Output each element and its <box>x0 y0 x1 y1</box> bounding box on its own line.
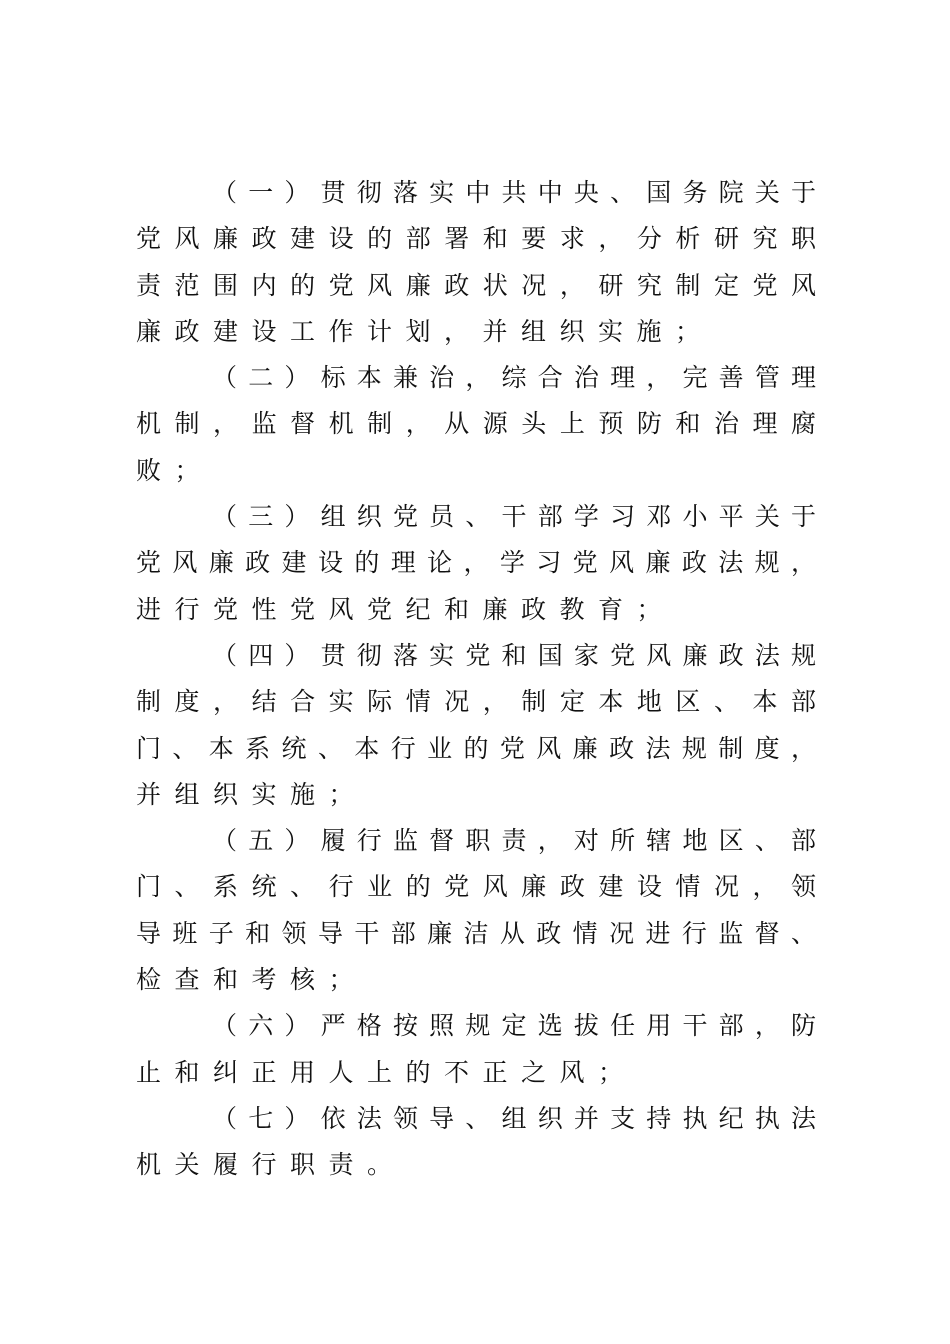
paragraph-line <box>136 679 830 725</box>
line-text: 廉政建设工作计划，并组织实施； <box>136 316 714 346</box>
line-text: （七）依法领导、组织并支持执纪执法 <box>212 1103 828 1133</box>
line-text: 党风廉政建设的部署和要求，分析研究职 <box>136 224 830 254</box>
paragraph-first-line <box>136 355 828 401</box>
paragraph-first-line <box>136 818 828 864</box>
line-text: 门、本系统、本行业的党风廉政法规制度， <box>136 733 828 763</box>
paragraph-line <box>136 957 816 1003</box>
line-text: 制度，结合实际情况，制定本地区、本部 <box>136 687 830 717</box>
paragraph-line <box>136 911 828 957</box>
line-text: （三）组织党员、干部学习邓小平关于 <box>212 502 828 532</box>
line-text: 机关履行职责。 <box>136 1150 406 1180</box>
paragraph-line <box>136 1050 816 1096</box>
document-body <box>136 170 830 1189</box>
paragraph-line <box>136 309 816 355</box>
paragraph-line <box>136 1142 816 1188</box>
paragraph-line <box>136 263 830 309</box>
line-text: （四）贯彻落实党和国家党风廉政法规 <box>212 640 828 670</box>
paragraph-first-line <box>136 633 828 679</box>
line-text: （一）贯彻落实中共中央、国务院关于 <box>212 178 828 207</box>
line-text: 责范围内的党风廉政状况，研究制定党风 <box>136 270 830 300</box>
line-text: （六）严格按照规定选拔任用干部，防 <box>212 1011 828 1041</box>
paragraph-line <box>136 401 830 447</box>
line-text: 并组织实施； <box>136 779 368 809</box>
line-text: 败； <box>136 455 214 485</box>
line-text: 党风廉政建设的理论，学习党风廉政法规， <box>136 548 828 578</box>
paragraph-first-line <box>136 494 828 540</box>
paragraph-first-line <box>136 1096 828 1142</box>
line-text: 止和纠正用人上的不正之风； <box>136 1057 637 1087</box>
line-text: 门、系统、行业的党风廉政建设情况，领 <box>136 872 830 902</box>
line-text: 检查和考核； <box>136 965 368 995</box>
line-text: （五）履行监督职责，对所辖地区、部 <box>212 826 828 856</box>
line-text: 机制，监督机制，从源头上预防和治理腐 <box>136 409 830 439</box>
paragraph-line <box>136 726 828 772</box>
line-text: （二）标本兼治，综合治理，完善管理 <box>212 363 828 393</box>
line-text: 进行党性党风党纪和廉政教育； <box>136 594 676 624</box>
paragraph-line <box>136 587 816 633</box>
paragraph-line <box>136 216 830 262</box>
paragraph-line <box>136 772 816 818</box>
paragraph-line <box>136 864 830 910</box>
paragraph-first-line <box>136 170 828 216</box>
paragraph-first-line <box>136 1003 828 1049</box>
paragraph-line <box>136 448 816 494</box>
line-text: 导班子和领导干部廉洁从政情况进行监督、 <box>136 918 828 948</box>
paragraph-line <box>136 540 828 586</box>
